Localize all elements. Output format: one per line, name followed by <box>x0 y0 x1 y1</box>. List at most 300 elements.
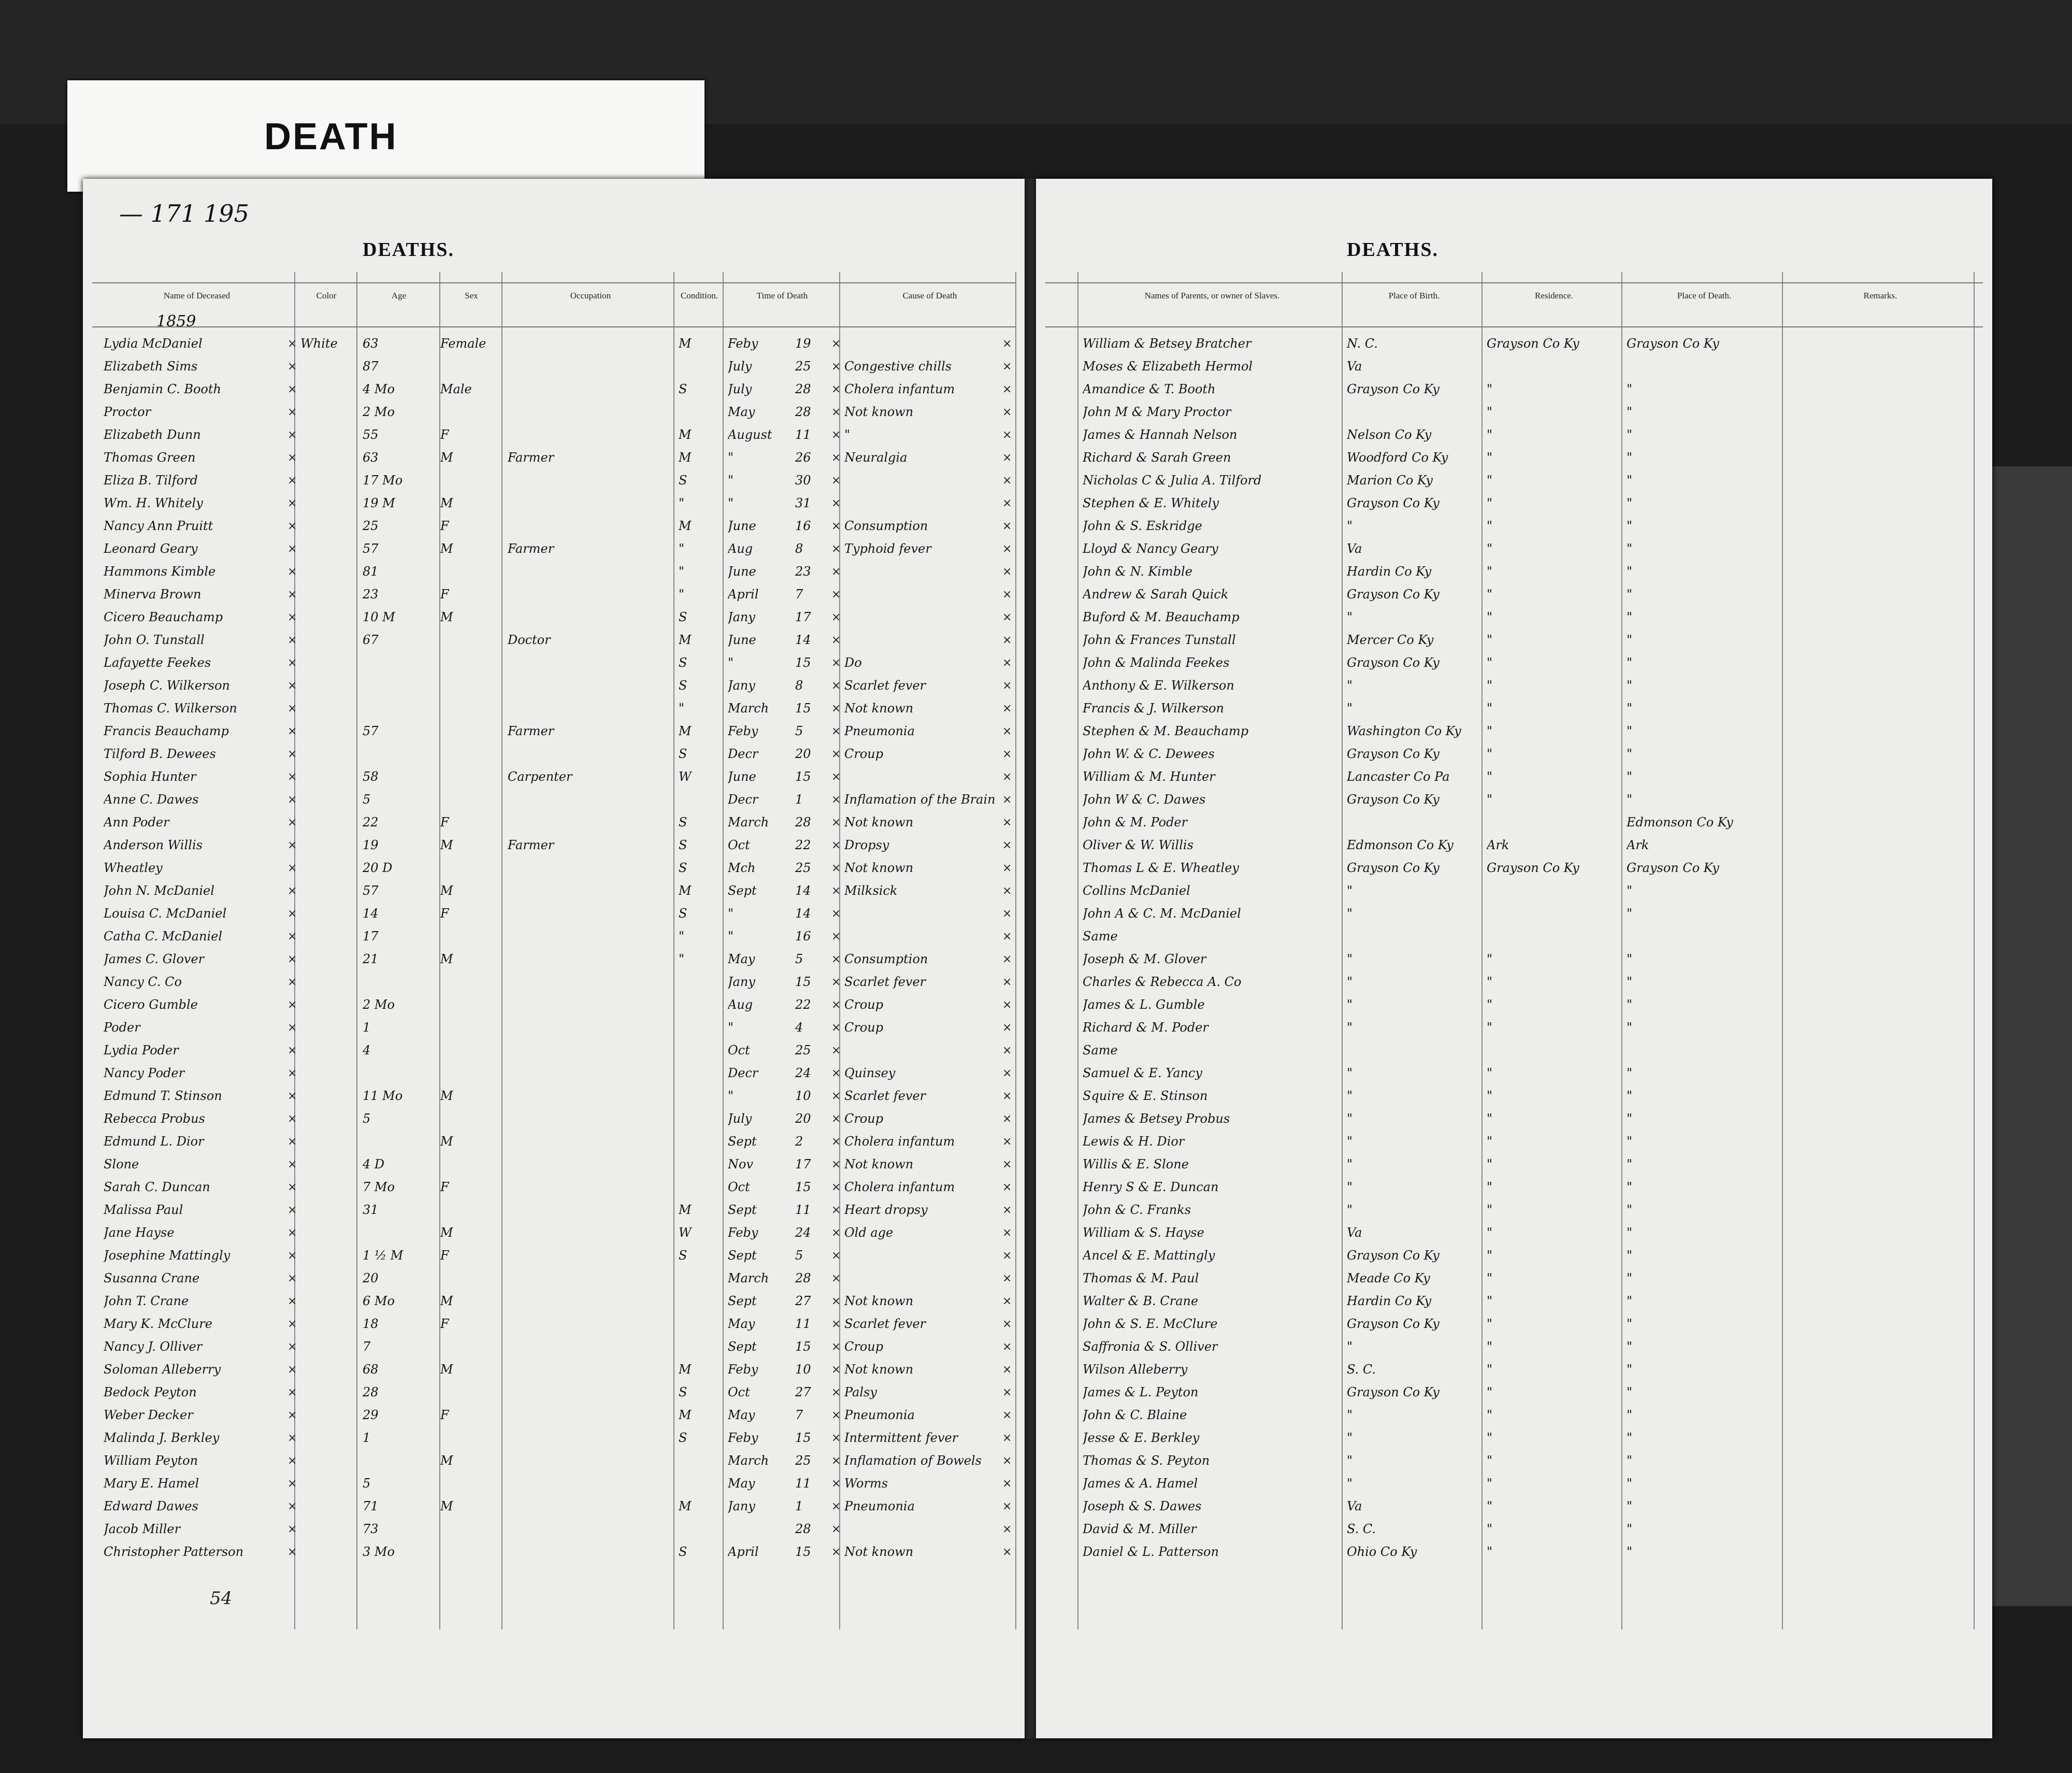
column-header: Names of Parents, or owner of Slaves. <box>1144 291 1280 301</box>
check-mark: × <box>831 451 841 464</box>
register-row <box>83 904 1025 927</box>
cell-name: Nancy Poder <box>104 1066 185 1080</box>
cell-residence: Grayson Co Ky <box>1487 861 1579 875</box>
register-row <box>83 1246 1025 1269</box>
cell-cause: Palsy <box>844 1385 877 1399</box>
cell-sex: M <box>440 541 453 556</box>
check-mark: × <box>831 1295 841 1308</box>
check-mark: × <box>287 976 297 989</box>
cell-age: 58 <box>363 769 379 784</box>
cell-parents: Oliver & W. Willis <box>1083 838 1193 852</box>
cell-death-place: " <box>1627 1203 1633 1217</box>
register-row <box>83 1360 1025 1383</box>
cell-month: Aug <box>728 997 753 1012</box>
right-ledger-page <box>1036 179 1992 1738</box>
check-mark: × <box>831 679 841 692</box>
check-mark: × <box>831 1249 841 1262</box>
cell-death-place: " <box>1627 450 1633 465</box>
cell-name: Benjamin C. Booth <box>104 382 221 396</box>
register-row <box>1036 995 1992 1018</box>
cell-birth: S. C. <box>1347 1362 1376 1377</box>
check-mark: × <box>831 1272 841 1285</box>
cell-age: 63 <box>363 450 379 465</box>
cell-day: 10 <box>795 1362 811 1377</box>
cell-name: Hammons Kimble <box>104 564 216 579</box>
register-row <box>1036 403 1992 425</box>
cell-name: Jacob Miller <box>104 1522 181 1536</box>
cell-month: July <box>728 382 752 396</box>
cell-birth: Hardin Co Ky <box>1347 1294 1432 1308</box>
register-row <box>83 1041 1025 1064</box>
check-mark: × <box>1002 1454 1012 1467</box>
cell-cond: M <box>679 1362 692 1377</box>
register-row <box>1036 494 1992 517</box>
cell-parents: David & M. Miller <box>1083 1522 1197 1536</box>
check-mark: × <box>1002 1204 1012 1217</box>
check-mark: × <box>1002 1226 1012 1239</box>
cell-parents: John & M. Poder <box>1083 815 1188 830</box>
cell-age: 55 <box>363 427 379 442</box>
register-row <box>83 1223 1025 1246</box>
register-row <box>1036 608 1992 631</box>
cell-month: August <box>728 427 772 442</box>
cell-sex: F <box>440 519 449 533</box>
cell-cond: S <box>679 610 687 624</box>
cell-cond: S <box>679 1248 687 1263</box>
register-row <box>83 790 1025 813</box>
cell-parents: Nicholas C & Julia A. Tilford <box>1083 473 1262 488</box>
cell-death-place: " <box>1627 473 1633 488</box>
register-row <box>1036 334 1992 357</box>
cell-residence: Ark <box>1487 838 1509 852</box>
cell-death-place: " <box>1627 1408 1633 1422</box>
register-row <box>83 995 1025 1018</box>
check-mark: × <box>287 337 297 350</box>
cell-parents: Henry S & E. Duncan <box>1083 1180 1219 1194</box>
cell-death-place: " <box>1627 1453 1633 1468</box>
cell-month: May <box>728 952 755 966</box>
cell-birth: " <box>1347 883 1353 898</box>
check-mark: × <box>1002 1067 1012 1080</box>
cell-cause: Scarlet fever <box>844 1089 926 1103</box>
cell-death-place: " <box>1627 1157 1633 1171</box>
cell-parents: John & N. Kimble <box>1083 564 1192 579</box>
check-mark: × <box>287 1432 297 1445</box>
cell-age: 1 <box>363 1020 371 1035</box>
cell-day: 1 <box>795 792 803 807</box>
cell-birth: " <box>1347 1066 1353 1080</box>
cell-age: 57 <box>363 883 379 898</box>
cell-residence: " <box>1487 496 1493 510</box>
cell-residence: " <box>1487 1271 1493 1285</box>
check-mark: × <box>287 542 297 555</box>
check-mark: × <box>831 793 841 806</box>
label-card-text: DEATH <box>264 116 398 158</box>
cell-parents: William & M. Hunter <box>1083 769 1215 784</box>
check-mark: × <box>287 748 297 761</box>
check-mark: × <box>287 360 297 373</box>
check-mark: × <box>831 702 841 715</box>
cell-death-place: " <box>1627 769 1633 784</box>
cell-name: Sarah C. Duncan <box>104 1180 210 1194</box>
register-row <box>83 1155 1025 1178</box>
cell-residence: Grayson Co Ky <box>1487 336 1579 351</box>
register-row <box>1036 1292 1992 1314</box>
check-mark: × <box>287 1090 297 1103</box>
cell-age: 67 <box>363 633 379 647</box>
cell-cause: Old age <box>844 1225 894 1240</box>
book-spine <box>1025 179 1036 1738</box>
check-mark: × <box>831 770 841 783</box>
cell-death-place: " <box>1627 541 1633 556</box>
register-row <box>1036 790 1992 813</box>
cell-residence: " <box>1487 519 1493 533</box>
cell-month: " <box>728 929 734 943</box>
check-mark: × <box>831 474 841 487</box>
cell-age: 10 M <box>363 610 395 624</box>
cell-birth: Ohio Co Ky <box>1347 1545 1417 1559</box>
check-mark: × <box>1002 451 1012 464</box>
check-mark: × <box>831 839 841 852</box>
cell-residence: " <box>1487 701 1493 716</box>
cell-age: 81 <box>363 564 379 579</box>
check-mark: × <box>1002 656 1012 669</box>
cell-name: John O. Tunstall <box>104 633 205 647</box>
check-mark: × <box>831 1386 841 1399</box>
cell-parents: Squire & E. Stinson <box>1083 1089 1208 1103</box>
register-row <box>1036 1223 1992 1246</box>
cell-residence: " <box>1487 769 1493 784</box>
check-mark: × <box>1002 542 1012 555</box>
cell-age: 14 <box>363 906 379 921</box>
check-mark: × <box>1002 1249 1012 1262</box>
cell-month: March <box>728 1271 769 1285</box>
cell-name: Joseph C. Wilkerson <box>104 678 230 693</box>
register-row <box>1036 471 1992 494</box>
cell-residence: " <box>1487 1157 1493 1171</box>
cell-sex: Male <box>440 382 472 396</box>
column-header: Age <box>391 291 407 301</box>
column-header: Place of Death. <box>1677 291 1732 301</box>
cell-age: 22 <box>363 815 379 830</box>
page-number-mark: — 171 195 <box>119 199 249 227</box>
check-mark: × <box>831 1135 841 1148</box>
register-row <box>1036 676 1992 699</box>
cell-color: White <box>300 336 338 351</box>
register-row <box>83 1200 1025 1223</box>
cell-name: Edward Dawes <box>104 1499 198 1513</box>
cell-day: 31 <box>795 496 811 510</box>
register-row <box>83 881 1025 904</box>
cell-age: 57 <box>363 724 379 738</box>
cell-parents: James & L. Peyton <box>1083 1385 1199 1399</box>
cell-residence: " <box>1487 1111 1493 1126</box>
cell-name: Edmund L. Dior <box>104 1134 204 1149</box>
cell-cause: Croup <box>844 747 884 761</box>
cell-cond: M <box>679 336 692 351</box>
register-row <box>1036 950 1992 973</box>
cell-day: 28 <box>795 1271 811 1285</box>
cell-day: 14 <box>795 633 811 647</box>
cell-month: March <box>728 701 769 716</box>
cell-parents: James & Hannah Nelson <box>1083 427 1238 442</box>
cell-age: 2 Mo <box>363 997 395 1012</box>
check-mark: × <box>287 1386 297 1399</box>
cell-parents: Thomas L & E. Wheatley <box>1083 861 1239 875</box>
check-mark: × <box>831 1454 841 1467</box>
register-row <box>1036 562 1992 585</box>
register-row <box>1036 1246 1992 1269</box>
cell-birth: " <box>1347 997 1353 1012</box>
cell-name: James C. Glover <box>104 952 205 966</box>
check-mark: × <box>831 1523 841 1536</box>
cell-cond: M <box>679 633 692 647</box>
register-row <box>83 494 1025 517</box>
header-rule <box>92 282 1015 283</box>
cell-residence: " <box>1487 792 1493 807</box>
cell-cause: Inflamation of the Brain <box>844 792 996 807</box>
check-mark: × <box>1002 520 1012 533</box>
check-mark: × <box>287 1500 297 1513</box>
cell-parents: Richard & Sarah Green <box>1083 450 1231 465</box>
cell-occ: Farmer <box>508 541 554 556</box>
cell-cause: Not known <box>844 1157 914 1171</box>
cell-month: Oct <box>728 1385 750 1399</box>
cell-month: Feby <box>728 1362 758 1377</box>
register-row <box>1036 517 1992 539</box>
cell-birth: " <box>1347 1111 1353 1126</box>
register-row <box>1036 1451 1992 1474</box>
cell-name: John N. McDaniel <box>104 883 214 898</box>
check-mark: × <box>831 998 841 1011</box>
cell-day: 5 <box>795 724 803 738</box>
cell-residence: " <box>1487 541 1493 556</box>
register-row <box>83 1542 1025 1565</box>
check-mark: × <box>287 839 297 852</box>
check-mark: × <box>1002 702 1012 715</box>
cell-month: June <box>728 564 756 579</box>
check-mark: × <box>287 953 297 966</box>
check-mark: × <box>1002 611 1012 624</box>
cell-parents: John & S. Eskridge <box>1083 519 1202 533</box>
register-row <box>83 471 1025 494</box>
cell-age: 20 <box>363 1271 379 1285</box>
cell-cause: Croup <box>844 997 884 1012</box>
register-row <box>83 1018 1025 1041</box>
check-mark: × <box>831 520 841 533</box>
cell-month: Decr <box>728 792 758 807</box>
register-row <box>83 927 1025 950</box>
cell-sex: M <box>440 496 453 510</box>
cell-month: Oct <box>728 1180 750 1194</box>
header-rule <box>1045 282 1983 283</box>
cell-sex: F <box>440 427 449 442</box>
check-mark: × <box>287 1477 297 1490</box>
cell-cond: S <box>679 655 687 670</box>
cell-age: 1 ½ M <box>363 1248 404 1263</box>
register-row <box>1036 927 1992 950</box>
cell-cause: Not known <box>844 701 914 716</box>
cell-parents: John & C. Franks <box>1083 1203 1191 1217</box>
cell-name: Tilford B. Dewees <box>104 747 216 761</box>
check-mark: × <box>287 428 297 441</box>
cell-month: Feby <box>728 336 758 351</box>
register-row <box>1036 1269 1992 1292</box>
cell-birth: " <box>1347 678 1353 693</box>
register-row <box>1036 1542 1992 1565</box>
check-mark: × <box>831 337 841 350</box>
cell-cause: Not known <box>844 1294 914 1308</box>
cell-name: Proctor <box>104 405 151 419</box>
cell-parents: James & L. Gumble <box>1083 997 1205 1012</box>
cell-age: 1 <box>363 1431 371 1445</box>
column-header: Place of Birth. <box>1388 291 1440 301</box>
cell-birth: " <box>1347 1339 1353 1354</box>
cell-day: 23 <box>795 564 811 579</box>
register-row <box>83 585 1025 608</box>
cell-birth: Lancaster Co Pa <box>1347 769 1450 784</box>
check-mark: × <box>287 1181 297 1194</box>
check-mark: × <box>1002 428 1012 441</box>
register-row <box>83 767 1025 790</box>
check-mark: × <box>831 725 841 738</box>
cell-birth: Va <box>1347 541 1362 556</box>
check-mark: × <box>831 611 841 624</box>
check-mark: × <box>1002 1272 1012 1285</box>
cell-sex: M <box>440 883 453 898</box>
check-mark: × <box>287 1272 297 1285</box>
check-mark: × <box>1002 998 1012 1011</box>
register-row <box>1036 631 1992 653</box>
cell-month: Oct <box>728 838 750 852</box>
register-row <box>83 1292 1025 1314</box>
cell-residence: " <box>1487 405 1493 419</box>
cell-death-place: " <box>1627 1089 1633 1103</box>
register-row <box>1036 1109 1992 1132</box>
check-mark: × <box>1002 907 1012 920</box>
cell-cause: Dropsy <box>844 838 889 852</box>
cell-month: July <box>728 359 752 374</box>
cell-death-place: " <box>1627 1180 1633 1194</box>
check-mark: × <box>287 1340 297 1353</box>
cell-parents: Richard & M. Poder <box>1083 1020 1208 1035</box>
cell-occ: Farmer <box>508 450 554 465</box>
register-row <box>1036 745 1992 767</box>
cell-age: 87 <box>363 359 379 374</box>
cell-name: Malissa Paul <box>104 1203 183 1217</box>
check-mark: × <box>1002 565 1012 578</box>
check-mark: × <box>287 884 297 897</box>
cell-month: Jany <box>728 1499 755 1513</box>
register-row <box>83 676 1025 699</box>
cell-age: 7 Mo <box>363 1180 395 1194</box>
cell-day: 26 <box>795 450 811 465</box>
check-mark: × <box>1002 793 1012 806</box>
cell-parents: Charles & Rebecca A. Co <box>1083 975 1242 989</box>
cell-sex: M <box>440 610 453 624</box>
cell-day: 28 <box>795 1522 811 1536</box>
cell-cause: Croup <box>844 1111 884 1126</box>
cell-name: Susanna Crane <box>104 1271 200 1285</box>
check-mark: × <box>831 1432 841 1445</box>
cell-name: Christopher Patterson <box>104 1545 244 1559</box>
cell-residence: " <box>1487 1180 1493 1194</box>
cell-residence: " <box>1487 1453 1493 1468</box>
cell-residence: " <box>1487 1225 1493 1240</box>
check-mark: × <box>831 542 841 555</box>
cell-parents: Joseph & S. Dawes <box>1083 1499 1202 1513</box>
check-mark: × <box>831 565 841 578</box>
register-row <box>83 631 1025 653</box>
cell-age: 17 Mo <box>363 473 403 488</box>
register-row <box>1036 1064 1992 1086</box>
cell-parents: Walter & B. Crane <box>1083 1294 1199 1308</box>
cell-cause: Consumption <box>844 952 928 966</box>
check-mark: × <box>831 1090 841 1103</box>
cell-death-place: " <box>1627 1225 1633 1240</box>
register-row <box>83 380 1025 403</box>
cell-name: Nancy Ann Pruitt <box>104 519 213 533</box>
cell-death-place: " <box>1627 724 1633 738</box>
check-mark: × <box>1002 1090 1012 1103</box>
register-row <box>1036 539 1992 562</box>
check-mark: × <box>831 1500 841 1513</box>
check-mark: × <box>287 1067 297 1080</box>
cell-death-place: " <box>1627 519 1633 533</box>
register-row <box>1036 1497 1992 1520</box>
cell-residence: " <box>1487 1431 1493 1445</box>
cell-age: 25 <box>363 519 379 533</box>
cell-name: Anderson Willis <box>104 838 203 852</box>
cell-residence: " <box>1487 1317 1493 1331</box>
cell-birth: Va <box>1347 1499 1362 1513</box>
cell-cond: W <box>679 769 692 784</box>
cell-parents: Thomas & M. Paul <box>1083 1271 1199 1285</box>
cell-month: Feby <box>728 1431 758 1445</box>
cell-death-place: " <box>1627 678 1633 693</box>
cell-birth: " <box>1347 1157 1353 1171</box>
cell-birth: Grayson Co Ky <box>1347 1248 1440 1263</box>
register-row <box>83 425 1025 448</box>
check-mark: × <box>831 1226 841 1239</box>
cell-birth: Edmonson Co Ky <box>1347 838 1454 852</box>
cell-name: Edmund T. Stinson <box>104 1089 222 1103</box>
register-row <box>1036 722 1992 745</box>
cell-sex: F <box>440 1248 449 1263</box>
check-mark: × <box>831 953 841 966</box>
cell-age: 7 <box>363 1339 371 1354</box>
column-header: Residence. <box>1534 291 1574 301</box>
cell-age: 71 <box>363 1499 379 1513</box>
check-mark: × <box>1002 930 1012 943</box>
cell-day: 25 <box>795 1453 811 1468</box>
cell-death-place: " <box>1627 1271 1633 1285</box>
cell-death-place: " <box>1627 1476 1633 1491</box>
cell-parents: John & C. Blaine <box>1083 1408 1187 1422</box>
cell-death-place: " <box>1627 747 1633 761</box>
cell-name: Weber Decker <box>104 1408 193 1422</box>
cell-residence: " <box>1487 610 1493 624</box>
cell-age: 3 Mo <box>363 1545 395 1559</box>
register-row <box>1036 1474 1992 1497</box>
check-mark: × <box>1002 953 1012 966</box>
cell-sex: F <box>440 587 449 602</box>
cell-residence: " <box>1487 724 1493 738</box>
register-row <box>1036 585 1992 608</box>
cell-month: Nov <box>728 1157 754 1171</box>
register-row <box>83 1451 1025 1474</box>
check-mark: × <box>287 1021 297 1034</box>
